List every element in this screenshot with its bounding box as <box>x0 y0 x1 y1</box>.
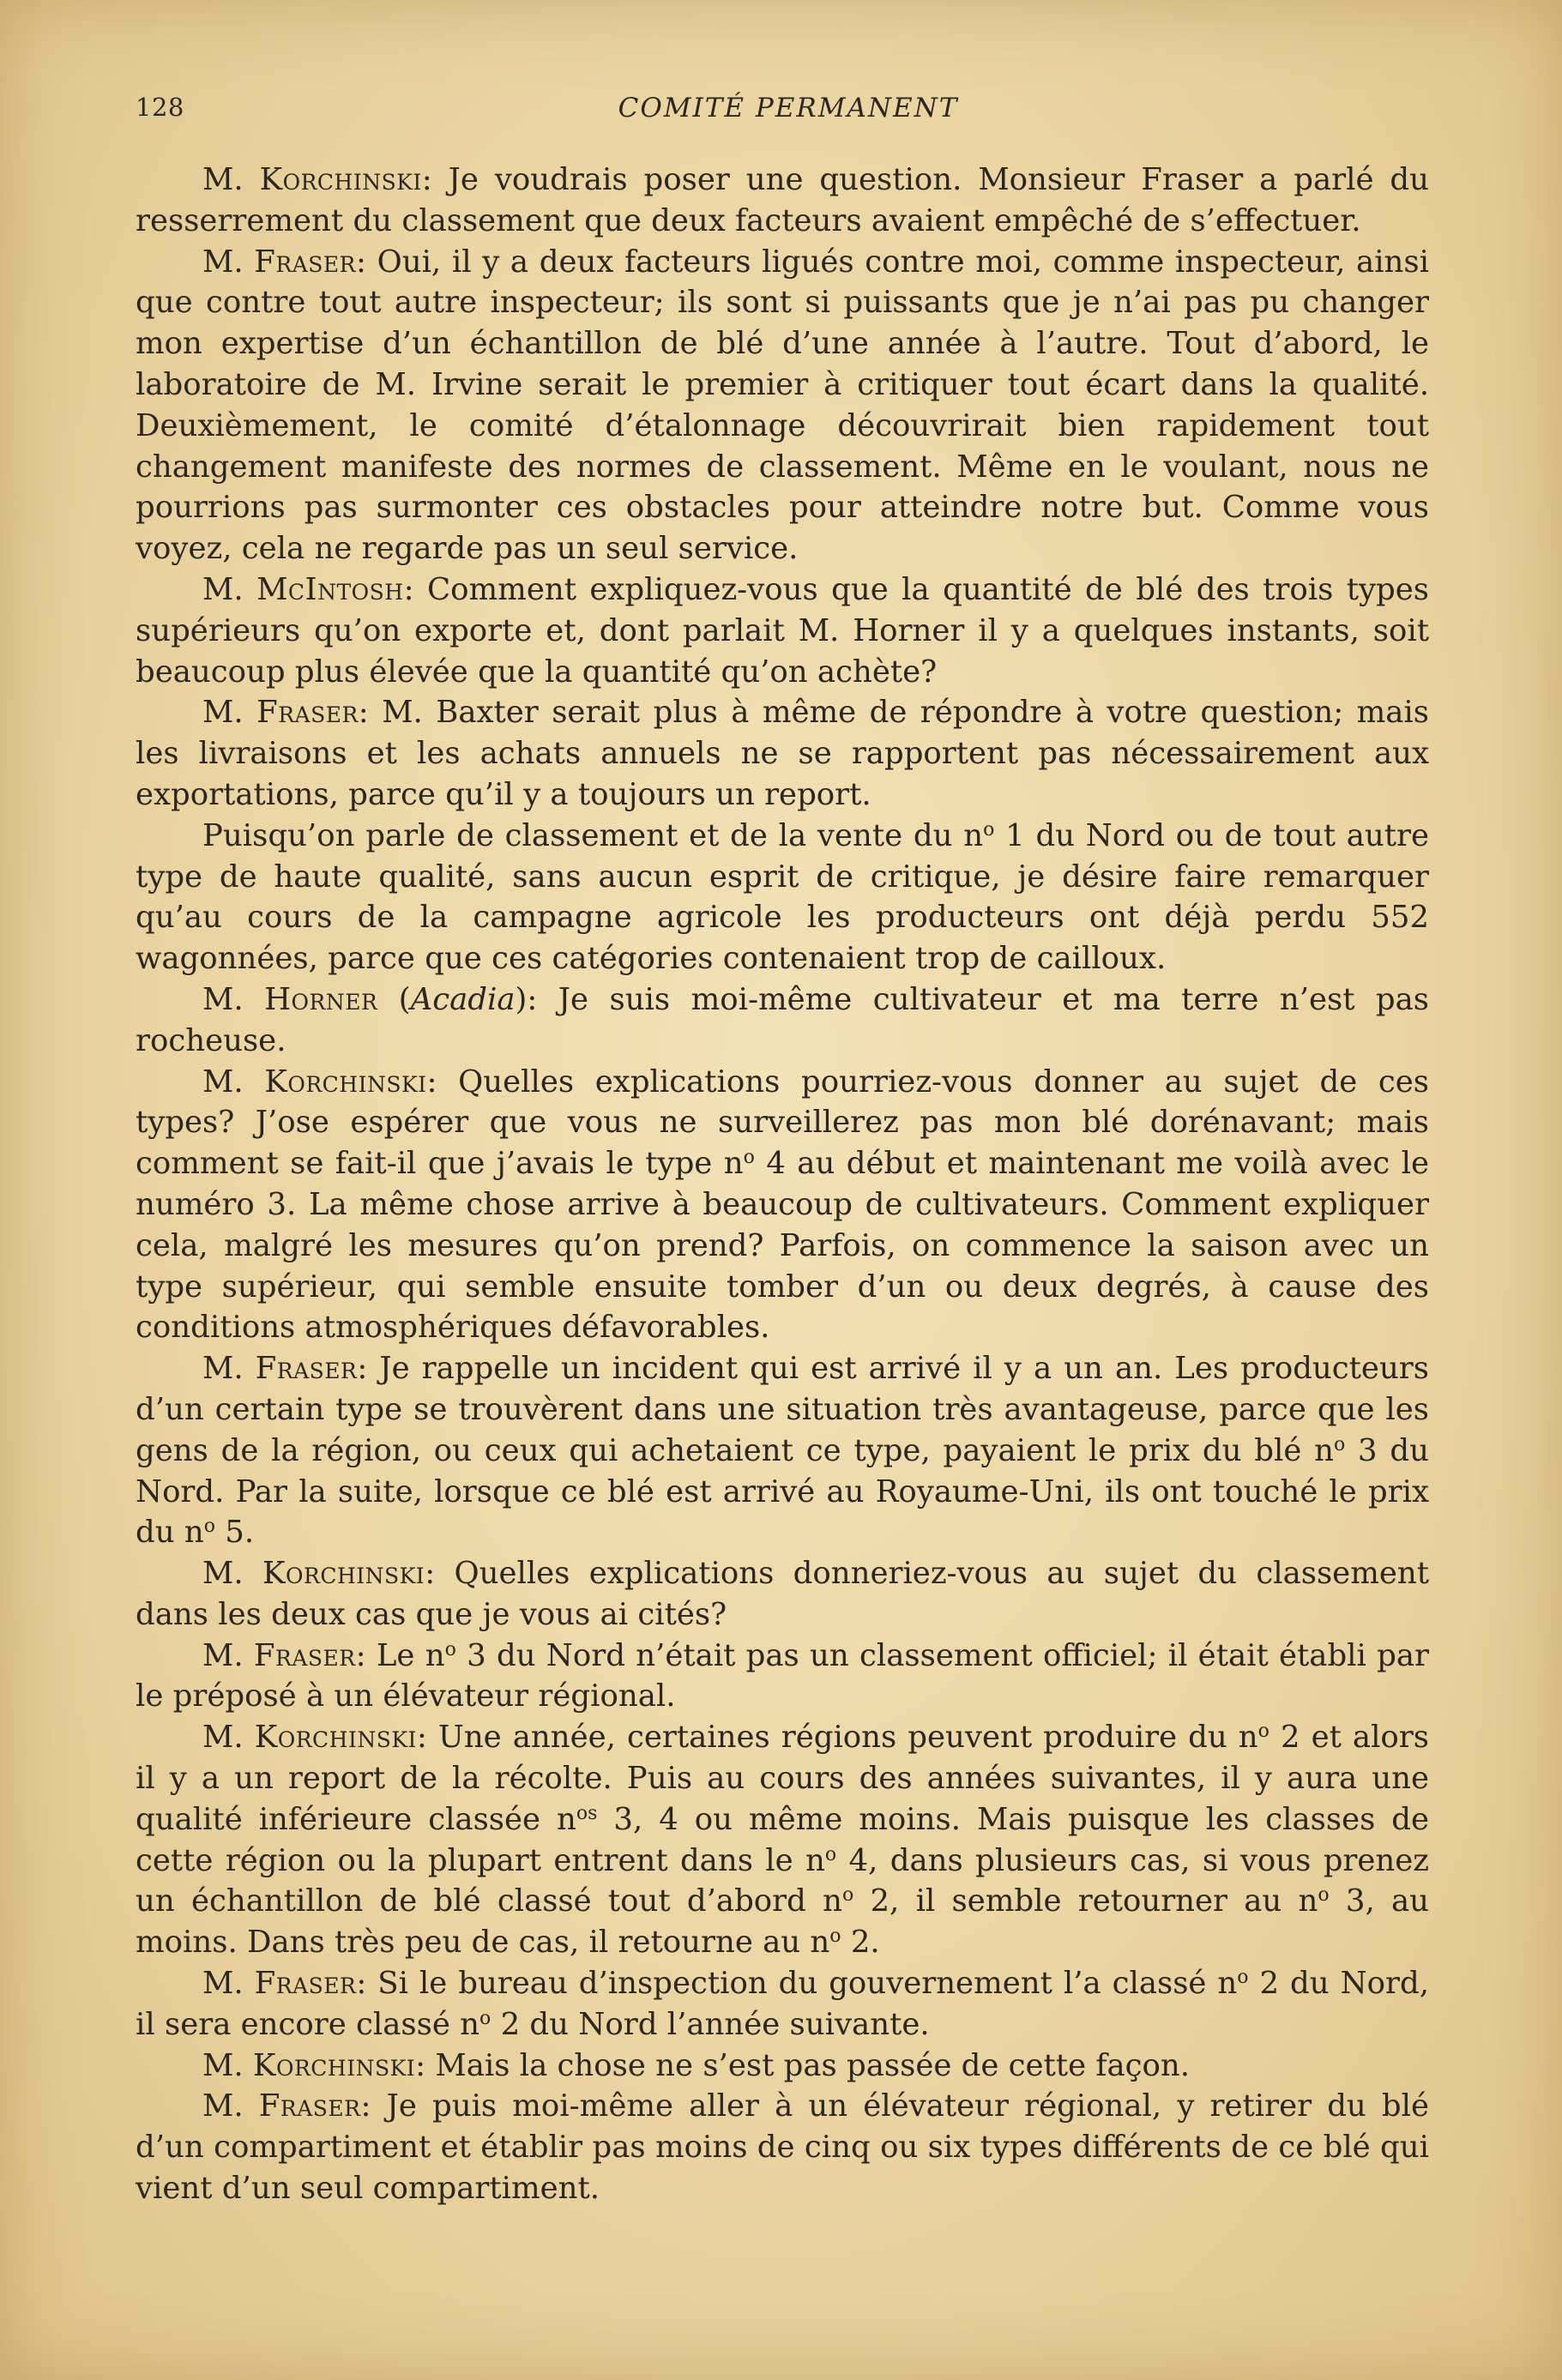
paragraph-text: 4, dans plusieurs cas, si vous prenez un échantillon de blé classé tout d’abord n <box>136 1842 1429 1919</box>
speaker-name: Korchinski <box>254 1720 417 1756</box>
paragraph <box>136 242 1429 569</box>
speaker-name: Fraser <box>258 2088 361 2124</box>
paragraph-text: M. Baxter serait plus à même de répondre à votre question; mais les livraisons et les achats annuels ne se rapportent pas nécessairement aux exportations, parce qu’il y a toujours un report. <box>136 695 1429 812</box>
speaker-separator: : <box>358 695 369 731</box>
paragraph <box>136 816 1429 979</box>
speaker-separator: : <box>527 981 538 1017</box>
paragraph-text: 1 du Nord ou de tout autre type de haute qualité, sans aucun esprit de critique, je désire faire remarquer qu’au cours de la campagne agricole les producteurs ont déjà perdu 552 wagonnées, parce que ces catégories contenaient trop de cailloux. <box>136 817 1429 977</box>
superscript: o <box>983 818 995 841</box>
speaker-separator: : <box>426 1063 437 1100</box>
paragraph <box>136 1963 1429 2046</box>
paragraph-text: 4 au début et maintenant me voilà avec le numéro 3. La même chose arrive à beaucoup de cultivateurs. Comment expliquer cela, malgré les mesures qu’on prend? Parfois, on commence la saison avec un type supérieur, qui semble ensuite tomber d’un ou deux degrés, à cause des conditions atmosphériques défavorables. <box>136 1146 1429 1346</box>
paragraph <box>136 2046 1429 2087</box>
speaker-name: Fraser <box>253 1637 356 1673</box>
paragraph-text: 2, il semble retourner au n <box>853 1883 1318 1919</box>
paragraph-text: Quelles explications donneriez-vous au sujet du classement dans les deux cas que je vous ai cités? <box>136 1556 1429 1632</box>
speaker-name: Horner <box>264 981 378 1017</box>
paragraph-text: 2 du Nord l’année suivante. <box>491 2006 930 2042</box>
page-number: 128 <box>136 93 184 122</box>
paragraph-text: Le n <box>365 1637 445 1673</box>
superscript: o <box>1257 1720 1270 1743</box>
paragraph-text: 3, au moins. Dans très peu de cas, il retourne au n <box>136 1883 1429 1961</box>
paragraph-text: 2 et alors il y a un report de la récolte. Puis au cours des années suivantes, il y aura une qualité inférieure classée n <box>136 1720 1429 1837</box>
speaker-title: M. <box>202 1556 262 1592</box>
speaker-separator: : <box>360 2088 371 2124</box>
superscript: o <box>829 1925 841 1948</box>
speaker-separator: : <box>416 1720 427 1756</box>
speaker-separator: : <box>421 162 432 197</box>
speaker-title: M. <box>202 1637 254 1673</box>
paragraph-text: Je suis moi-même cultivateur et ma terre n’est pas rocheuse. <box>136 981 1430 1058</box>
speaker-title: M. <box>202 1966 255 2002</box>
superscript: o <box>1237 1966 1249 1988</box>
superscript: o <box>203 1515 215 1538</box>
speaker-title: M. <box>202 2088 259 2124</box>
paragraph-text: Mais la chose ne s’est pas passée de cette façon. <box>425 2047 1191 2083</box>
paragraph-text: Comment expliquez-vous que la quantité de blé des trois types supérieurs qu’on exporte et, dont parlait M. Horner il y a quelques instants, soit beaucoup plus élevée que la quantité qu’on achète? <box>136 571 1429 690</box>
speaker-separator: : <box>357 1351 368 1387</box>
speaker-separator: : <box>355 1637 366 1673</box>
speaker-separator: : <box>415 2047 426 2083</box>
superscript: o <box>1318 1884 1330 1907</box>
paragraph-text: Une année, certaines régions peuvent produire du n <box>426 1720 1258 1756</box>
speaker-title: M. <box>202 2047 253 2083</box>
paragraph <box>136 1636 1429 1718</box>
superscript: os <box>576 1802 598 1824</box>
speaker-title: M. <box>202 981 265 1017</box>
running-title: COMITÉ PERMANENT <box>618 93 959 124</box>
paragraph <box>136 1348 1429 1553</box>
speaker-name: Korchinski <box>264 1063 427 1100</box>
paragraph <box>136 692 1429 815</box>
paragraph: M. Horner (Acadia): Je suis moi-même cultivateur et ma terre n’est pas rocheuse. <box>136 981 1430 1058</box>
paragraph-text: Je voudrais poser une question. Monsieur Fraser a parlé du resserrement du classement que deux facteurs avaient empêché de s’effectuer. <box>136 162 1430 238</box>
speaker-name: Korchinski <box>252 2047 416 2083</box>
paragraph <box>136 1062 1429 1349</box>
paragraph-text: Si le bureau d’inspection du gouvernement l’a classé n <box>366 1966 1238 2002</box>
superscript: o <box>444 1638 456 1660</box>
paragraph-text: 3 du Nord n’était pas un classement officiel; il était établi par le préposé à un élévateur régional. <box>136 1637 1430 1714</box>
speaker-title: M. <box>202 162 260 197</box>
superscript: o <box>479 2007 492 2029</box>
paragraph-text: Quelles explications pourriez-vous donner au sujet de ces types? J’ose espérer que vous ne surveillerez pas mon blé dorénavant; mais comment se fait-il que j’avais le type n <box>136 1063 1430 1182</box>
speaker-separator: : <box>403 571 414 607</box>
speaker-title: M. <box>202 695 257 731</box>
paragraph <box>136 569 1429 692</box>
paragraph-text: 2 du Nord, il sera encore classé n <box>136 1966 1429 2042</box>
paragraph-text: Je rappelle un incident qui est arrivé il y a un an. Les producteurs d’un certain type se trouvèrent dans une situation très avantageuse, parce que les gens de la région, ou ceux qui achetaient ce type, payaient le prix du blé n <box>136 1351 1429 1468</box>
speaker-name: Korchinski <box>262 1556 425 1592</box>
speaker-riding: Acadia <box>410 981 516 1017</box>
speaker-separator: : <box>356 244 366 280</box>
speaker-name: Fraser <box>256 695 359 731</box>
paragraph <box>136 1553 1429 1636</box>
speaker-title: M. <box>202 1720 255 1756</box>
paragraph <box>136 2086 1429 2208</box>
speaker-title: M. <box>202 1351 256 1387</box>
paragraph-text: Oui, il y a deux facteurs ligués contre moi, comme inspecteur, ainsi que contre tout autre inspecteur; ils sont si puissants que je n’ai pas pu changer mon expertise d’un échantillon de blé d’une année à l’autre. Tout d’abord, le laboratoire de M. Irvine serait le premier à critiquer tout écart dans la qualité. Deuxièmement, le comité d’étalonnage découvrirait bien rapidement tout changement manifeste des normes de classement. Même en le voulant, nous ne pourrions pas surmonter ces obstacles pour atteindre notre but. Comme vous voyez, cela ne regarde pas un seul service. <box>136 244 1429 567</box>
paragraph-text: 3 du Nord. Par la suite, lorsque ce blé est arrivé au Royaume-Uni, ils ont touché le prix du n <box>136 1432 1429 1551</box>
paragraph-text: 2. <box>841 1925 880 1961</box>
speaker-name: McIntosh <box>256 571 404 607</box>
superscript: o <box>824 1843 837 1865</box>
speaker-title: M. <box>202 571 257 607</box>
speaker-separator: : <box>356 1966 367 2002</box>
speaker-separator: : <box>425 1556 436 1592</box>
speaker-name: Fraser <box>254 1966 357 2002</box>
paragraph-text: Puisqu’on parle de classement et de la vente du n <box>202 817 984 853</box>
speaker-title: M. <box>202 1063 265 1100</box>
superscript: o <box>1334 1433 1346 1455</box>
speaker-name: Fraser <box>254 244 356 280</box>
speaker-title: M. <box>202 244 255 280</box>
superscript: o <box>743 1147 755 1169</box>
paragraph-text: Je puis moi-même aller à un élévateur régional, y retirer du blé d’un compartiment et établir pas moins de cinq ou six types différents de ce blé qui vient d’un seul compartiment. <box>136 2088 1430 2207</box>
paragraph-text: 3, 4 ou même moins. Mais puisque les classes de cette région ou la plupart entrent dans le n <box>136 1801 1429 1878</box>
body-text <box>136 160 1429 2209</box>
speaker-name: Fraser <box>255 1351 358 1387</box>
superscript: o <box>841 1884 854 1907</box>
paragraph-text: 5. <box>215 1515 255 1551</box>
paragraph <box>136 160 1429 242</box>
page-header <box>136 93 1441 136</box>
speaker-name: Korchinski <box>259 162 422 197</box>
paragraph <box>136 1717 1429 1963</box>
